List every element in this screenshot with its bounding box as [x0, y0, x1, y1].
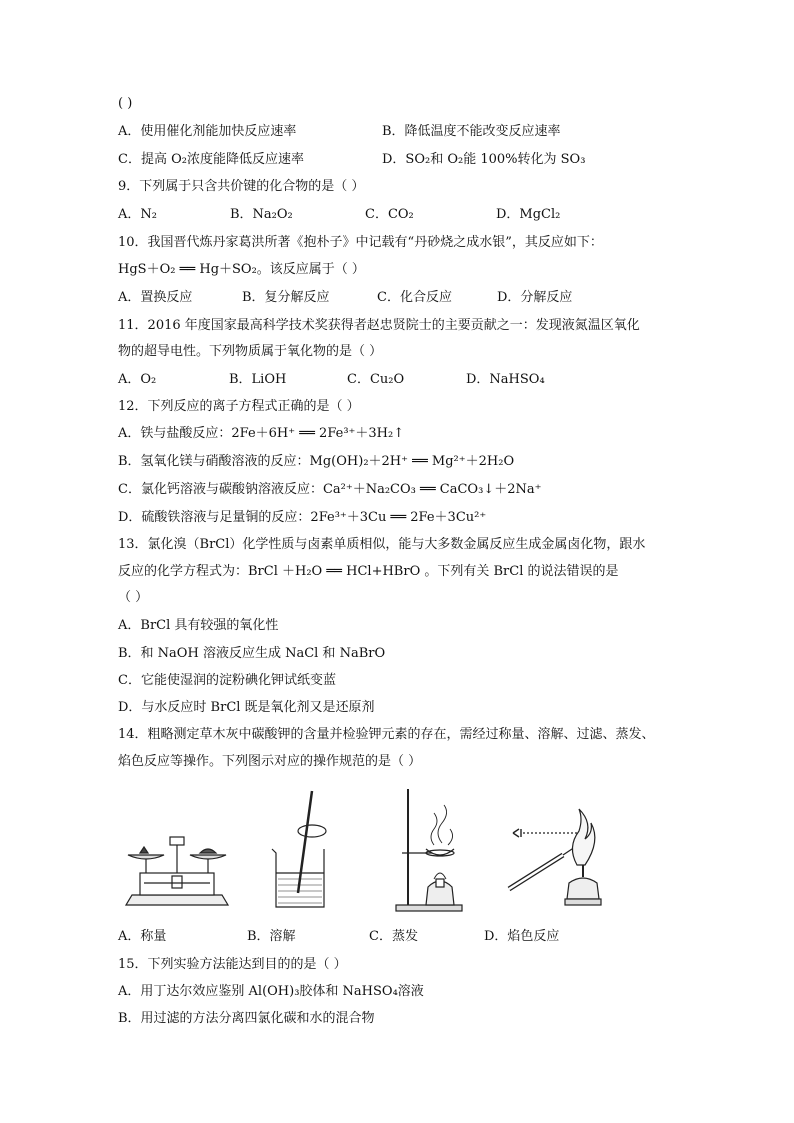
q15-option-b: B．用过滤的方法分离四氯化碳和水的混合物 [118, 1011, 375, 1026]
q10-stem-line1: 10．我国晋代炼丹家葛洪所著《抱朴子》中记载有“丹砂烧之成水银”，其反应如下： [118, 235, 603, 250]
q14-option-b: B．溶解 [247, 929, 296, 944]
q8-option-a: A．使用催化剂能加快反应速率 [118, 124, 297, 139]
flame-test-figure [503, 799, 613, 913]
q10-stem-line2: HgS＋O₂ ══ Hg＋SO₂。该反应属于（ ） [118, 262, 365, 277]
q13-stem-line2: 反应的化学方程式为：BrCl ＋H₂O ══ HCl+HBrO 。下列有关 BrCl 的说法错误的是 [118, 564, 619, 579]
q12-option-c: C．氯化钙溶液与碳酸钠溶液反应：Ca²⁺＋Na₂CO₃ ══ CaCO₃↓＋2Na⁺ [118, 482, 542, 497]
q13-option-d: D．与水反应时 BrCl 既是氧化剂又是还原剂 [118, 700, 375, 715]
q14-option-c: C．蒸发 [369, 929, 418, 944]
q9-stem: 9．下列属于只含共价键的化合物的是（ ） [118, 179, 365, 194]
q13-option-a: A．BrCl 具有较强的氧化性 [118, 618, 279, 633]
q11-option-a: A．O₂ [118, 372, 157, 387]
q15-option-a: A．用丁达尔效应鉴别 Al(OH)₃胶体和 NaHSO₄溶液 [118, 984, 424, 999]
q14-option-a: A．称量 [118, 929, 167, 944]
q9-option-c: C．CO₂ [365, 207, 414, 222]
q12-option-b: B．氢氧化镁与硝酸溶液的反应：Mg(OH)₂＋2H⁺ ══ Mg²⁺＋2H₂O [118, 454, 515, 469]
q11-option-c: C．Cu₂O [347, 372, 405, 387]
q13-option-b: B．和 NaOH 溶液反应生成 NaCl 和 NaBrO [118, 646, 386, 661]
q9-option-d: D．MgCl₂ [496, 207, 561, 222]
q14-option-d: D．焰色反应 [484, 929, 560, 944]
q10-option-d: D．分解反应 [497, 290, 573, 305]
q14-figures [118, 785, 678, 915]
q10-option-b: B．复分解反应 [242, 290, 330, 305]
q15-stem: 15．下列实验方法能达到目的的是（ ） [118, 957, 347, 972]
q14-stem-line2: 焰色反应等操作。下列图示对应的操作规范的是（ ） [118, 754, 422, 769]
q14-stem-line1: 14．粗略测定草木灰中碳酸钾的含量并检验钾元素的存在，需经过称量、溶解、过滤、蒸发、 [118, 727, 655, 742]
q9-option-a: A．N₂ [118, 207, 157, 222]
q11-stem-line2: 物的超导电性。下列物质属于氧化物的是（ ） [118, 344, 383, 359]
q9-option-b: B．Na₂O₂ [230, 207, 293, 222]
q11-option-d: D．NaHSO₄ [466, 372, 545, 387]
q12-option-d: D．硫酸铁溶液与足量铜的反应：2Fe³⁺＋3Cu ══ 2Fe＋3Cu²⁺ [118, 510, 487, 525]
q13-answer-paren: （ ） [118, 590, 149, 605]
q8-option-b: B．降低温度不能改变反应速率 [382, 124, 561, 139]
q11-option-b: B．LiOH [229, 372, 287, 387]
q12-option-a: A．铁与盐酸反应：2Fe＋6H⁺ ══ 2Fe³⁺＋3H₂↑ [118, 426, 405, 441]
beaker-dissolving-figure [268, 789, 338, 913]
q10-option-a: A．置换反应 [118, 290, 193, 305]
q13-option-c: C．它能使湿润的淀粉碘化钾试纸变蓝 [118, 673, 336, 688]
q8-option-d: D．SO₂和 O₂能 100%转化为 SO₃ [382, 152, 586, 167]
q8-answer-paren: ( ) [118, 96, 133, 111]
q10-option-c: C．化合反应 [377, 290, 452, 305]
q13-stem-line1: 13．氯化溴（BrCl）化学性质与卤素单质相似，能与大多数金属反应生成金属卤化物，跟水 [118, 537, 646, 552]
q11-stem-line1: 11．2016 年度国家最高科学技术奖获得者赵忠贤院士的主要贡献之一：发现液氮温区氧化 [118, 318, 640, 333]
q8-option-c: C．提高 O₂浓度能降低反应速率 [118, 152, 304, 167]
q12-stem: 12．下列反应的离子方程式正确的是（ ） [118, 399, 360, 414]
balance-scale-figure [122, 833, 232, 911]
evaporation-stand-figure [388, 787, 468, 913]
